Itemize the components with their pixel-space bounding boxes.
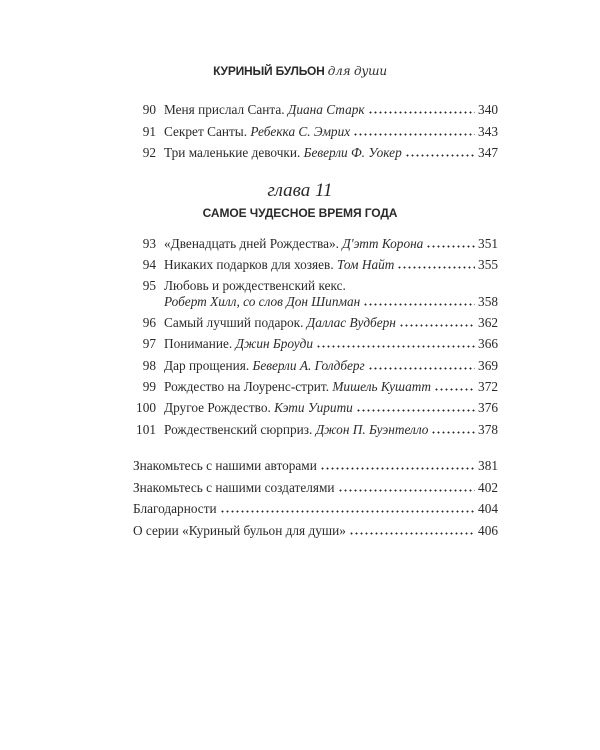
- dot-leader: [368, 104, 475, 114]
- entry-author: Джон П. Буэнтелло: [315, 422, 429, 437]
- entry-title: Дар прощения.: [164, 358, 250, 373]
- entry-number: 94: [142, 257, 156, 272]
- dot-leader: [363, 296, 475, 306]
- entry-page: 406: [478, 522, 498, 538]
- entry-title: Три маленькие девочки.: [164, 145, 301, 160]
- entry-author: Роберт Хилл, со слов Дон Шипман: [164, 294, 361, 309]
- toc-entry[interactable]: [120, 236, 498, 252]
- entry-title: Меня прислал Санта.: [164, 102, 285, 117]
- dot-leader: [320, 460, 475, 470]
- entry-page: 340: [478, 102, 498, 117]
- entry-number: 92: [142, 145, 156, 160]
- entry-page: 372: [478, 379, 498, 394]
- entry-page: 347: [478, 145, 498, 160]
- entry-page: 362: [478, 315, 498, 330]
- entry-author: Беверли Ф. Уокер: [303, 145, 402, 160]
- toc-back-matter-entry[interactable]: [133, 458, 498, 474]
- dot-leader: [338, 482, 476, 492]
- chapter-title: САМОЕ ЧУДЕСНОЕ ВРЕМЯ ГОДА: [202, 206, 398, 220]
- entry-author: Беверли А. Голдберг: [252, 358, 365, 373]
- dot-leader: [220, 503, 475, 513]
- entry-number: 97: [142, 336, 156, 351]
- entry-page: 381: [478, 458, 498, 473]
- toc-back-matter-entry[interactable]: [133, 523, 498, 539]
- book-title: КУРИНЫЙ БУЛЬОН: [213, 64, 325, 78]
- toc-entry[interactable]: [120, 124, 498, 140]
- entry-author: Даллас Вудберн: [306, 315, 396, 330]
- entry-number: 96: [142, 315, 156, 330]
- entry-number: 91: [142, 123, 156, 139]
- entry-title: Знакомьтесь с нашими создателями: [133, 479, 335, 495]
- entry-page: 366: [478, 336, 498, 351]
- toc-entry[interactable]: [120, 278, 498, 310]
- dot-leader: [426, 238, 475, 248]
- entry-number: 93: [142, 236, 156, 251]
- entry-title: «Двенадцать дней Рождества».: [164, 236, 339, 251]
- book-title-script: для души: [327, 64, 387, 78]
- toc-entry[interactable]: [120, 145, 498, 161]
- dot-leader: [353, 126, 475, 136]
- toc-back-matter-entry[interactable]: [133, 501, 498, 517]
- toc-entry[interactable]: [120, 422, 498, 438]
- entry-title: Никаких подарков для хозяев.: [164, 257, 334, 272]
- toc-entry[interactable]: [120, 336, 498, 352]
- dot-leader: [405, 147, 475, 157]
- entry-title: Самый лучший подарок.: [164, 315, 304, 330]
- chapter-label: глава 11: [267, 180, 333, 201]
- entry-number: 98: [142, 358, 156, 373]
- entry-author: Ребекка С. Эмрих: [250, 123, 351, 139]
- entry-title: Благодарности: [133, 501, 217, 516]
- entry-number: 95: [142, 278, 156, 293]
- toc-entry[interactable]: [120, 379, 498, 395]
- entry-number: 101: [136, 422, 156, 437]
- entry-title: Знакомьтесь с нашими авторами: [133, 458, 317, 473]
- running-head: [150, 64, 450, 78]
- dot-leader: [356, 402, 475, 412]
- entry-author: Диана Старк: [287, 102, 365, 117]
- entry-author: Том Найт: [337, 257, 395, 272]
- dot-leader: [399, 317, 475, 327]
- entry-number: 99: [142, 379, 156, 394]
- toc-back-matter-entry[interactable]: [133, 480, 498, 496]
- dot-leader: [316, 338, 475, 348]
- dot-leader: [434, 381, 475, 391]
- entry-author: Д'этт Корона: [342, 236, 424, 251]
- entry-title: Любовь и рождественский кекс.: [164, 278, 346, 293]
- entry-page: 376: [478, 400, 498, 415]
- entry-page: 343: [478, 123, 498, 139]
- entry-title: О серии «Куриный бульон для души»: [133, 522, 346, 538]
- entry-page: 358: [478, 294, 498, 309]
- entry-page: 378: [478, 422, 498, 437]
- entry-author: Мишель Кушатт: [332, 379, 431, 394]
- entry-author: Джин Броуди: [235, 336, 314, 351]
- entry-page: 351: [478, 236, 498, 251]
- entry-author: Кэти Уирити: [274, 400, 353, 415]
- entry-page: 355: [478, 257, 498, 272]
- toc-entry[interactable]: [120, 400, 498, 416]
- dot-leader: [431, 424, 475, 434]
- entry-page: 404: [478, 501, 498, 516]
- entry-number: 100: [136, 400, 156, 415]
- entry-title: Рождественский сюрприз.: [164, 422, 313, 437]
- toc-entry[interactable]: [120, 358, 498, 374]
- toc-entry[interactable]: [120, 257, 498, 273]
- entry-number: 90: [142, 102, 156, 117]
- entry-title: Секрет Санты.: [164, 123, 248, 139]
- toc-entry[interactable]: [120, 315, 498, 331]
- dot-leader: [349, 525, 475, 535]
- entry-page: 369: [478, 358, 498, 373]
- entry-page: 402: [478, 479, 498, 495]
- entry-title: Рождество на Лоуренс-стрит.: [164, 379, 330, 394]
- entry-title: Понимание.: [164, 336, 233, 351]
- toc-entry[interactable]: [120, 102, 498, 118]
- dot-leader: [397, 259, 475, 269]
- dot-leader: [368, 360, 475, 370]
- entry-title: Другое Рождество.: [164, 400, 271, 415]
